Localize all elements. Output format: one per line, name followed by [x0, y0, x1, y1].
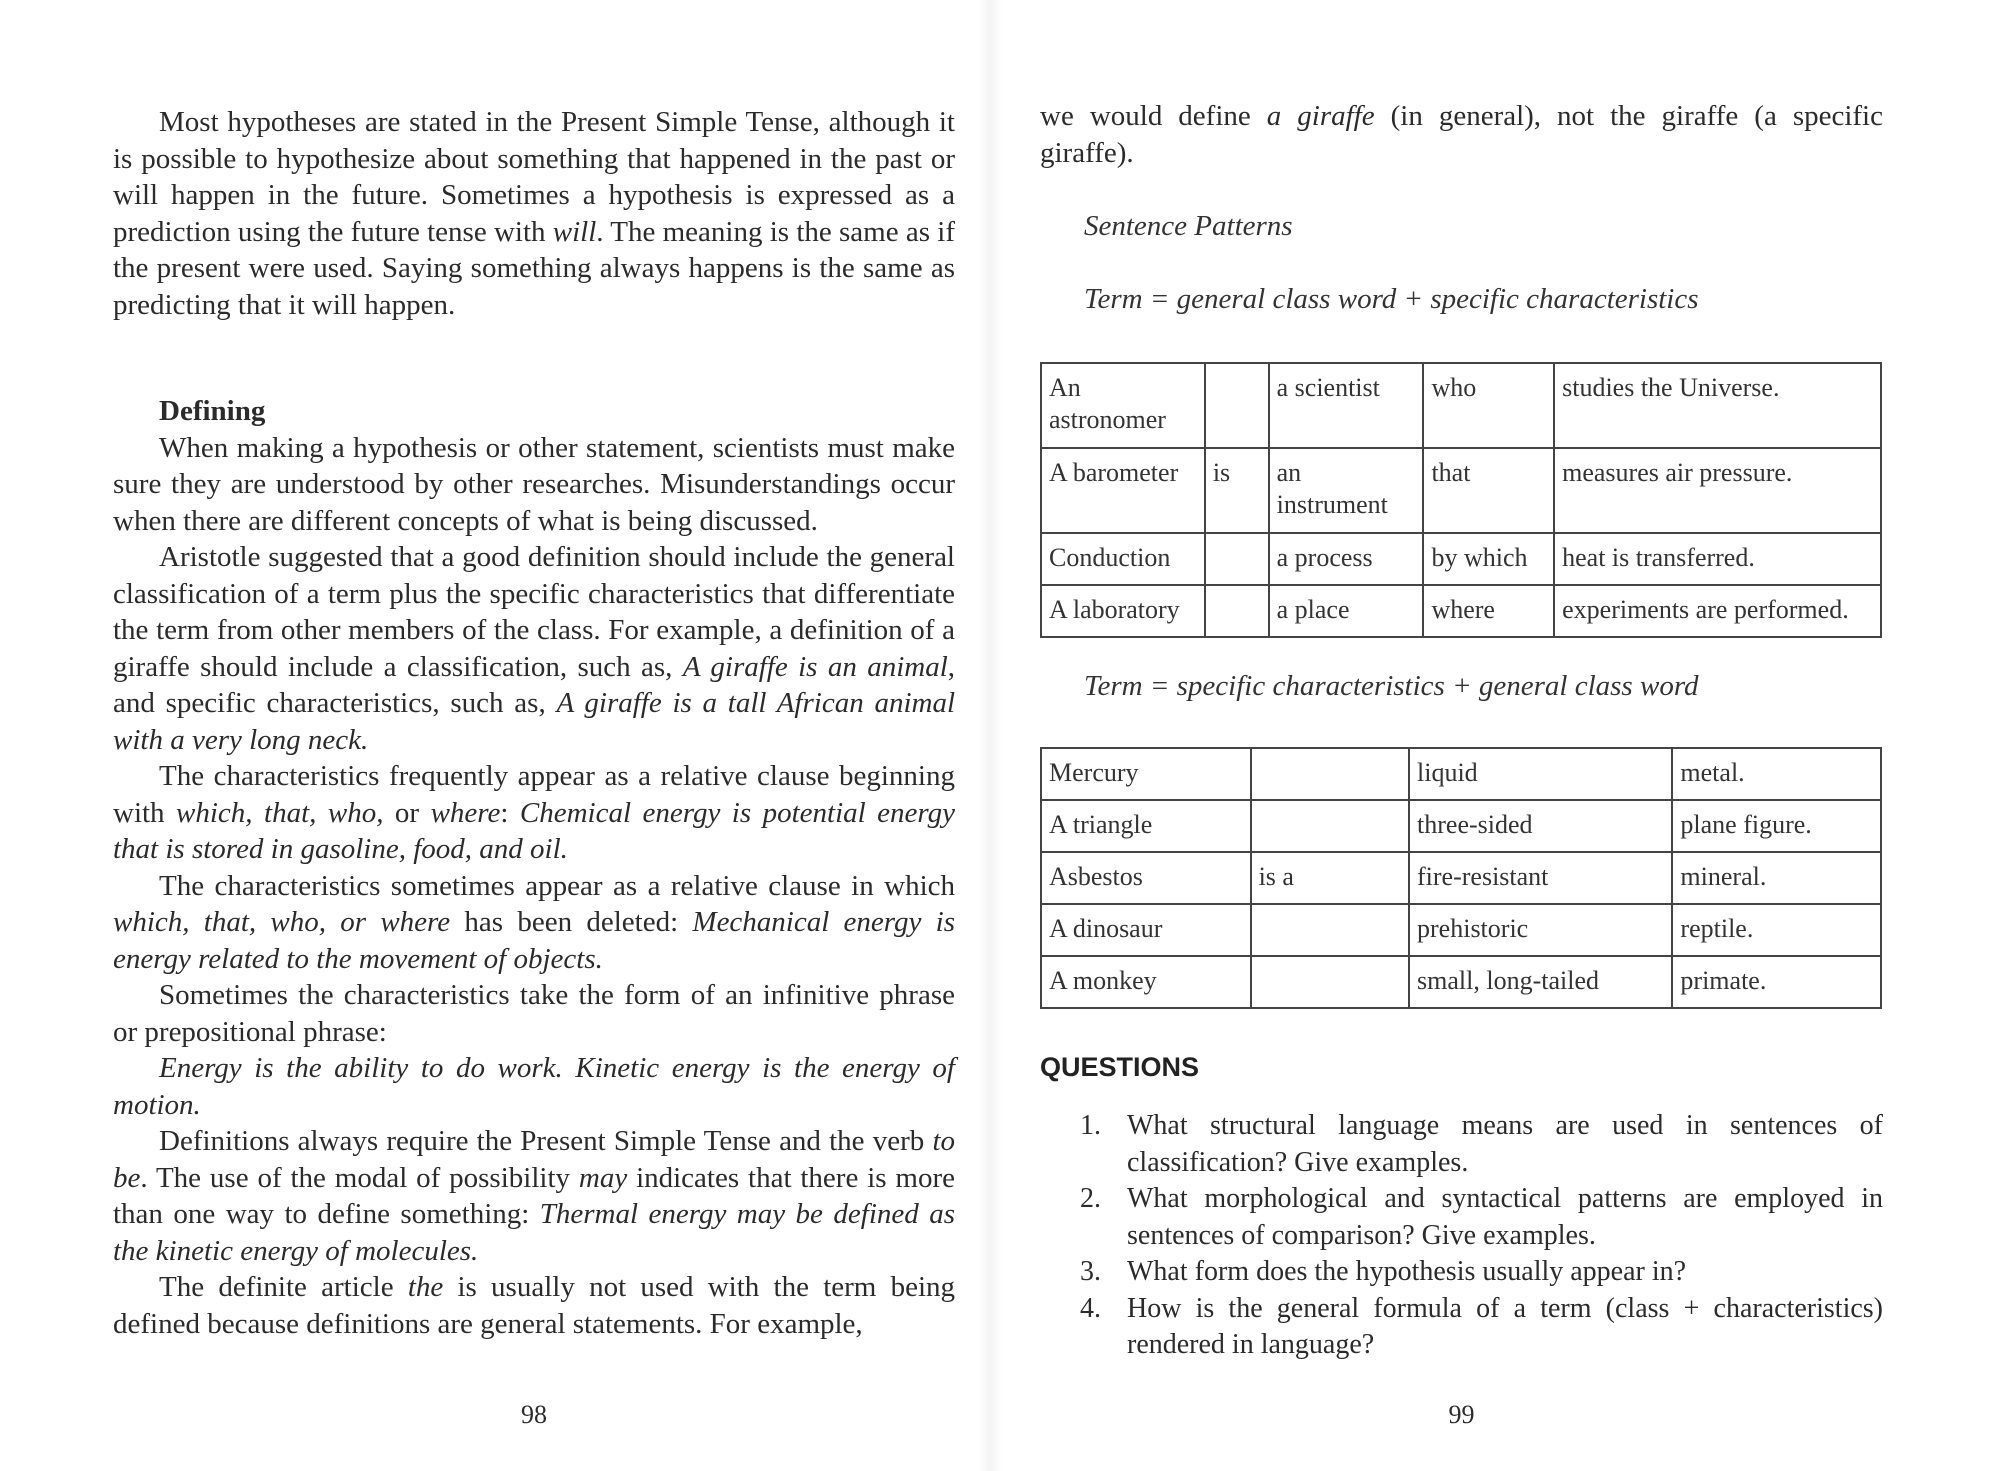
paragraph-present-simple [113, 1123, 955, 1269]
paragraph-definite-article [113, 1269, 955, 1342]
question-text: What morphological and syntactical patterns are employed in sentences of comparison? Give examples. [1127, 1183, 1883, 1251]
table-cell: who [1423, 363, 1554, 448]
table-cell: three-sided [1409, 800, 1672, 852]
text-run: Definitions always require the Present Simple Tense and the verb [159, 1125, 933, 1157]
text-run: is usually not used with the term being defined because definitions are general statements. For example, [113, 1271, 955, 1340]
italic-text-run: which, that, who, [176, 796, 384, 829]
table-cell: Mercury [1041, 748, 1251, 800]
section-heading-defining: Defining [159, 395, 266, 427]
right-page [1040, 0, 1883, 1471]
page-number-left: 98 [521, 1400, 547, 1429]
italic-text-run: Thermal energy may be defined as the kinetic energy of molecules. [113, 1198, 955, 1267]
table-row [1041, 533, 1881, 585]
table-row [1041, 852, 1881, 904]
table-cell: A monkey [1041, 956, 1251, 1008]
italic-text-run: the [407, 1271, 444, 1303]
question-item [1040, 1291, 1883, 1364]
italic-text-run: will [552, 215, 597, 248]
table-cell: Conduction [1041, 533, 1205, 585]
table-cell: mineral. [1672, 852, 1881, 904]
italic-text-run: to be [113, 1125, 955, 1194]
table-cell: an instrument [1269, 448, 1424, 533]
text-run: Most hypotheses are stated in the Present Simple Tense, although it is possible to hypothesize about something that happened in the past or will happen in the future. Sometimes a hypothesis is expressed as a prediction using the future tense with [113, 106, 955, 248]
pattern-formula-1: Term = general class word + specific characteristics [1084, 283, 1699, 315]
table-cell [1251, 748, 1409, 800]
question-item [1040, 1108, 1883, 1181]
table-cell: A barometer [1041, 448, 1205, 533]
text-run: or [383, 796, 431, 829]
table-cell: experiments are performed. [1554, 585, 1881, 637]
table-row [1041, 800, 1881, 852]
left-page [113, 0, 955, 1471]
text-run: (in general), not the giraffe (a specific giraffe). [1040, 100, 1883, 169]
table-cell: is a [1251, 852, 1409, 904]
table-cell: a process [1269, 533, 1424, 585]
paragraph-understanding [113, 430, 955, 540]
text-run: , and specific characteristics, such as, [113, 650, 956, 719]
book-gutter [978, 0, 1002, 1471]
questions-heading: QUESTIONS [1040, 1052, 1200, 1082]
paragraph-relative-clause [113, 758, 955, 868]
text-run: we would define [1040, 100, 1267, 132]
table-row [1041, 363, 1881, 448]
italic-text-run: Energy is the ability to do work. Kinetic energy is the energy of motion. [113, 1052, 955, 1121]
text-run: has been deleted: [450, 906, 693, 938]
question-number: 3. [1080, 1256, 1101, 1287]
table-cell: measures air pressure. [1554, 448, 1881, 533]
table-cell: studies the Universe. [1554, 363, 1881, 448]
question-item [1040, 1254, 1883, 1291]
text-run: The characteristics frequently appear as a relative clause beginning with [113, 760, 955, 829]
table-cell: Asbestos [1041, 852, 1251, 904]
table-cell [1251, 956, 1409, 1008]
table-row [1041, 585, 1881, 637]
table-cell: a scientist [1269, 363, 1424, 448]
paragraph-deleted-clause [113, 868, 955, 978]
table-cell: primate. [1672, 956, 1881, 1008]
paragraph-aristotle [113, 539, 955, 758]
italic-text-run: Chemical energy is potential energy that is stored in gasoline, food, and oil. [113, 796, 955, 865]
question-text: How is the general formula of a term (class + characteristics) rendered in language? [1127, 1292, 1883, 1360]
italic-text-run: may [578, 1161, 628, 1194]
table-cell: fire-resistant [1409, 852, 1672, 904]
table-cell: reptile. [1672, 904, 1881, 956]
table-cell [1251, 800, 1409, 852]
table-cell [1205, 533, 1269, 585]
table-cell: small, long-tailed [1409, 956, 1672, 1008]
text-run: . The use of the modal of possibility [140, 1161, 579, 1194]
paragraph-infinitive-phrase [113, 977, 955, 1050]
table-cell: An astronomer [1041, 363, 1205, 448]
questions-list [1040, 1108, 1883, 1364]
table-cell: heat is transferred. [1554, 533, 1881, 585]
table-cell: A triangle [1041, 800, 1251, 852]
text-run: : [500, 796, 520, 829]
table-cell: by which [1423, 533, 1554, 585]
table-cell [1205, 363, 1269, 448]
table-cell: prehistoric [1409, 904, 1672, 956]
table-row [1041, 748, 1881, 800]
italic-text-run: where [430, 796, 501, 829]
text-run: The definite article [159, 1271, 408, 1303]
table-cell: liquid [1409, 748, 1672, 800]
table-cell: a place [1269, 585, 1424, 637]
text-run: . The meaning is the same as if the present were used. Saying something always happens is the same as predicting that it will happen. [113, 215, 955, 321]
text-run: indicates that there is more than one way to define something: [113, 1161, 955, 1230]
sentence-patterns-caption: Sentence Patterns [1084, 210, 1293, 242]
question-text: What structural language means are used in sentences of classification? Give examples. [1127, 1110, 1883, 1178]
table-row [1041, 956, 1881, 1008]
question-item [1040, 1181, 1883, 1254]
text-run: Aristotle suggested that a good definition should include the general classification of a term plus the specific characteristics that differentiate the term from other members of the class. For example, a definition of a giraffe should include a classification, such as, [113, 541, 955, 683]
question-number: 1. [1080, 1110, 1101, 1141]
table-cell: A laboratory [1041, 585, 1205, 637]
pattern-formula-2: Term = specific characteristics + general class word [1084, 670, 1699, 702]
italic-text-run: Mechanical energy is energy related to the movement of objects. [113, 906, 955, 975]
italic-text-run: A giraffe is an animal [682, 650, 948, 683]
text-run: Sometimes the characteristics take the form of an infinitive phrase or prepositional phrase: [113, 979, 955, 1048]
table-cell: is [1205, 448, 1269, 533]
question-text: What form does the hypothesis usually appear in? [1127, 1256, 1687, 1287]
table-cell: that [1423, 448, 1554, 533]
italic-text-run: A giraffe is a tall African animal with a very long neck. [113, 687, 955, 756]
page-number-right: 99 [1448, 1400, 1475, 1429]
table-cell: where [1423, 585, 1554, 637]
question-number: 4. [1080, 1292, 1101, 1324]
table-cell [1251, 904, 1409, 956]
table-row [1041, 904, 1881, 956]
text-run: When making a hypothesis or other statement, scientists must make sure they are understood by other researches. Misunderstandings occur when there are different concepts of what is being discussed. [113, 431, 955, 537]
italic-text-run: which, that, who, or where [113, 906, 451, 938]
table-row [1041, 448, 1881, 533]
italic-text-run: a giraffe [1266, 100, 1375, 132]
table-cell: plane figure. [1672, 800, 1881, 852]
definition-table-2 [1040, 747, 1882, 1009]
paragraph-giraffe-continued [1040, 98, 1883, 171]
table-cell: metal. [1672, 748, 1881, 800]
definition-table-1 [1040, 362, 1882, 638]
paragraph-energy-example [113, 1050, 955, 1123]
paragraph-hypothesis-tense [113, 104, 955, 323]
table-cell [1205, 585, 1269, 637]
table-cell: A dinosaur [1041, 904, 1251, 956]
text-run: The characteristics sometimes appear as a relative clause in which [159, 869, 955, 902]
question-number: 2. [1080, 1183, 1101, 1214]
